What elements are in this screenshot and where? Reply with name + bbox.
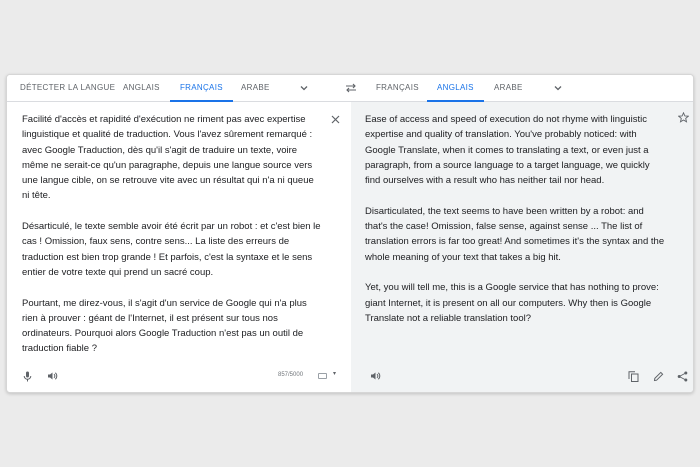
source-paragraph: Désarticulé, le texte semble avoir été écrit par un robot : et c'est bien le cas ! Omission, faux sens, contre sens... La liste des erreurs de traduction est bien trop grande ! Et parfois, c'est la syntaxe et le sens entier de votre texte qui prend un sacré coup.	[22, 221, 321, 278]
share-icon	[677, 371, 688, 382]
bottom-background	[0, 418, 700, 467]
tab-source-arabic[interactable]: ARABE	[241, 83, 270, 92]
swap-languages-button[interactable]	[344, 81, 358, 95]
tab-source-english[interactable]: ANGLAIS	[123, 83, 160, 92]
keyboard-icon[interactable]	[318, 373, 327, 379]
speaker-icon	[370, 371, 381, 381]
top-background	[0, 0, 700, 48]
target-paragraph: Ease of access and speed of execution do not rhyme with linguistic expertise and quality of translation. You've probably noticed: with Google Translate, when it comes to translating a text, or even just a paragraph, from a source language to a target language, we quickly find ourselves with a result who has neither tail nor head.	[365, 114, 650, 187]
chevron-down-icon	[299, 83, 309, 93]
save-translation-button[interactable]	[677, 111, 690, 124]
source-listen-button[interactable]	[46, 370, 58, 382]
target-pane	[351, 102, 694, 393]
chevron-down-icon	[553, 83, 563, 93]
source-text[interactable]	[22, 112, 322, 372]
tab-target-english[interactable]: ANGLAIS	[427, 75, 484, 102]
edit-translation-button[interactable]	[652, 370, 664, 382]
source-more-languages-button[interactable]	[297, 81, 311, 95]
target-paragraph: Disarticulated, the text seems to have been written by a robot: and that's the case! Omission, false sense, against sense ... The list of translation errors is far too great! And sometimes it's the syntax and the whole meaning of your text that takes a big hit.	[365, 205, 665, 263]
microphone-icon	[23, 371, 32, 382]
source-pane[interactable]	[7, 102, 351, 393]
target-paragraph: Yet, you will tell me, this is a Google service that has nothing to prove: giant Internet, it is present on all our computers. Why then is Google Translate not a reliable translation tool?	[365, 282, 659, 324]
source-paragraph: Facilité d'accès et rapidité d'exécution ne riment pas avec expertise linguistique et qualité de traduction. Vous l'avez sûrement remarqué : avec Google Traduction, dès qu'il s'agit de traduire un texte, voire même ne serait-ce qu'un paragraphe, depuis une langue source vers une langue cible, on se retrouve vite avec un résultat qui n'a ni queue ni tête.	[22, 114, 314, 202]
translated-text	[365, 112, 665, 341]
translator-card	[6, 74, 694, 393]
tab-detect-language[interactable]: DÉTECTER LA LANGUE	[20, 83, 116, 92]
keyboard-options-caret[interactable]: ▾	[333, 371, 337, 377]
star-icon	[678, 112, 689, 123]
share-translation-button[interactable]	[676, 370, 688, 382]
clear-source-button[interactable]	[329, 113, 341, 125]
character-counter: 857/5000	[278, 372, 304, 378]
swap-icon	[345, 83, 357, 93]
speaker-icon	[47, 371, 58, 381]
close-icon	[331, 115, 340, 124]
language-tab-bar	[7, 75, 694, 102]
tab-source-french[interactable]: FRANÇAIS	[170, 75, 233, 102]
pencil-icon	[653, 371, 664, 382]
target-listen-button[interactable]	[369, 370, 381, 382]
copy-translation-button[interactable]	[627, 370, 639, 382]
source-paragraph: Pourtant, me direz-vous, il s'agit d'un service de Google qui n'a plus rien à prouver : géant de l'Internet, il est présent sur tous nos ordinateurs. Pourquoi alors Google Traduction n'est pas un outil de traduction fiable ?	[22, 297, 307, 355]
copy-icon	[628, 371, 639, 382]
tab-target-arabic[interactable]: ARABE	[494, 83, 523, 92]
target-more-languages-button[interactable]	[551, 81, 565, 95]
voice-input-button[interactable]	[21, 370, 33, 382]
tab-target-french[interactable]: FRANÇAIS	[376, 83, 419, 92]
